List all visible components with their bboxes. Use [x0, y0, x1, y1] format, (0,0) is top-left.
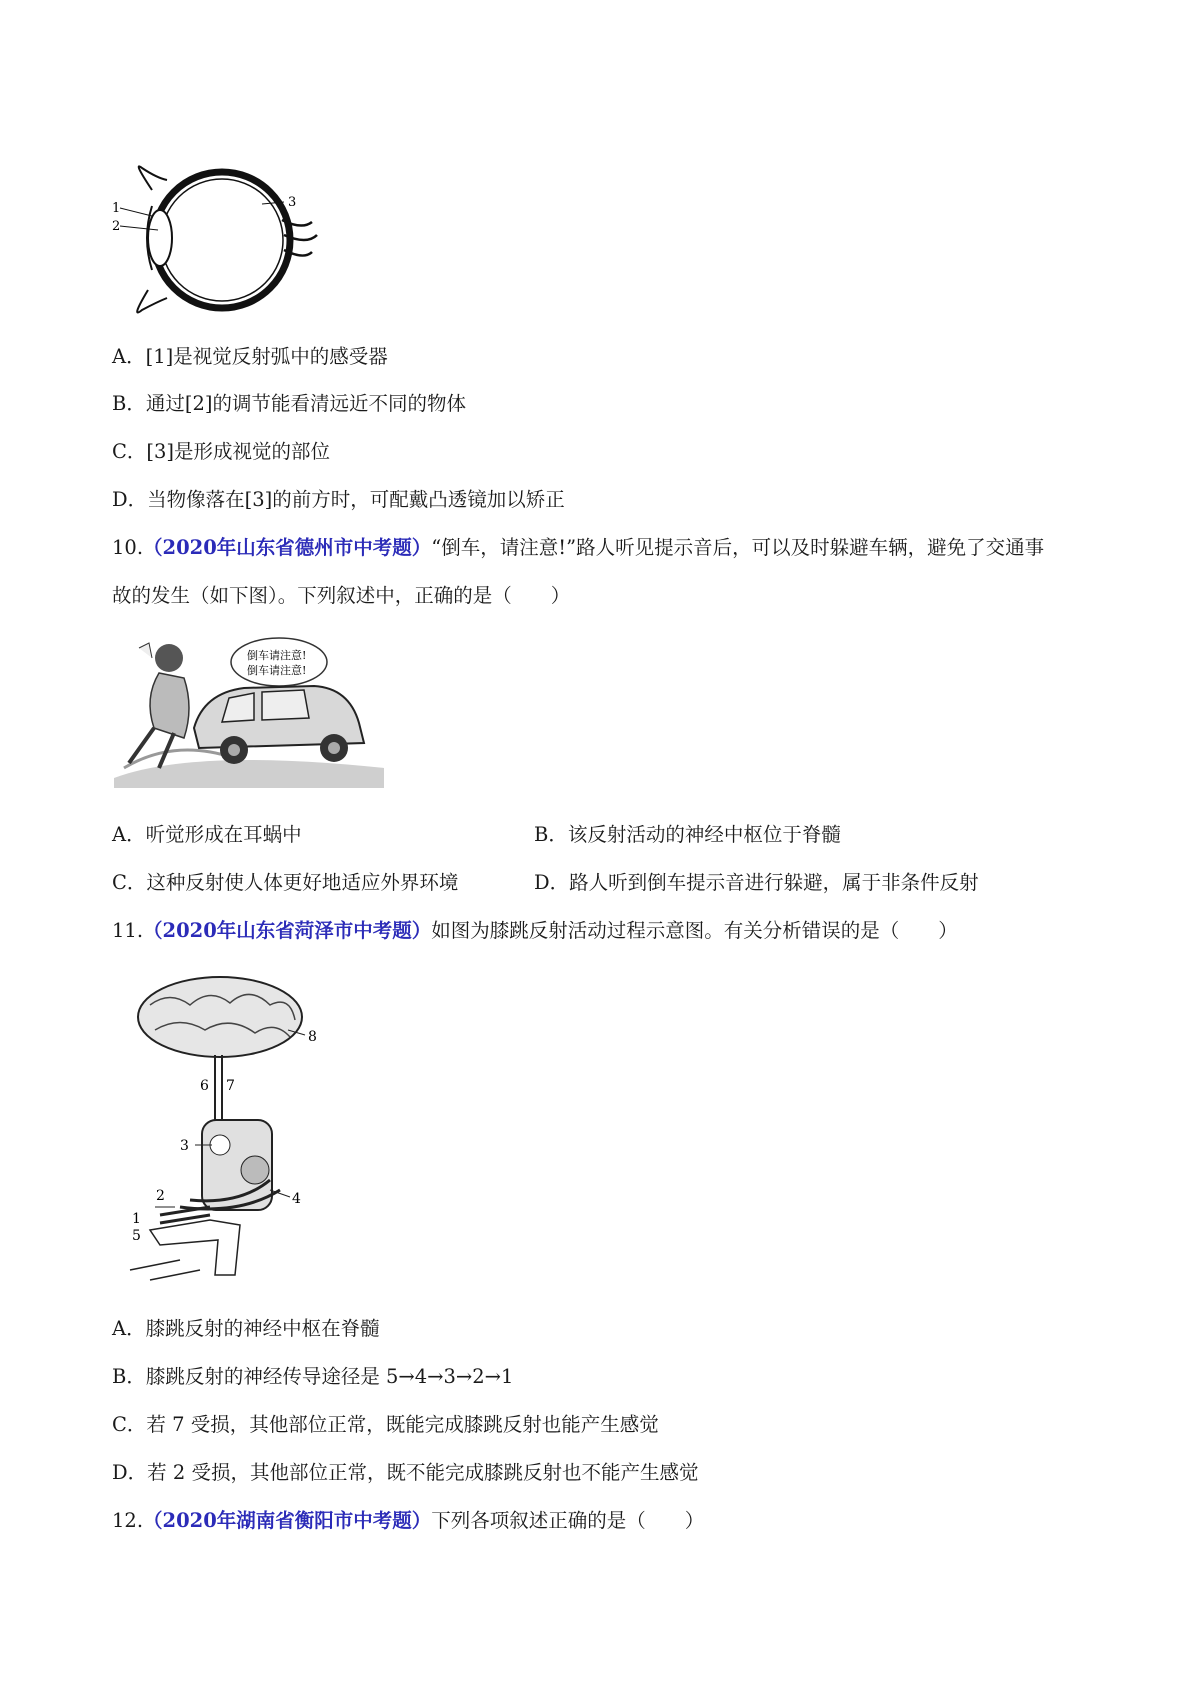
q10-number: 10.	[112, 536, 144, 559]
q10-option-c: C．这种反射使人体更好地适应外界环境	[112, 871, 459, 894]
reflex-label-3: 3	[180, 1138, 189, 1154]
eye-diagram	[112, 160, 322, 330]
q10-stem-line2: 故的发生（如下图）。下列叙述中，正确的是（ ）	[112, 584, 571, 607]
eye-label-1: 1	[112, 201, 121, 216]
q10-option-b: B．该反射活动的神经中枢位于脊髓	[534, 823, 841, 846]
q10-text-1: “倒车，请注意!”路人听见提示音后，可以及时躲避车辆，避免了交通事	[431, 536, 1045, 559]
eye-label-3: 3	[288, 195, 297, 210]
q11-number: 11.	[112, 919, 144, 942]
q11-option-c: C．若 7 受损，其他部位正常，既能完成膝跳反射也能产生感觉	[112, 1413, 659, 1436]
bubble-line-2: 倒车请注意!	[247, 664, 307, 677]
q10-option-a: A．听觉形成在耳蜗中	[112, 823, 302, 846]
q9-option-d: D．当物像落在[3]的前方时，可配戴凸透镜加以矫正	[112, 488, 565, 511]
eye-label-2: 2	[112, 219, 121, 234]
q11-option-a: A．膝跳反射的神经中枢在脊髓	[112, 1317, 380, 1340]
q11-option-b: B．膝跳反射的神经传导途径是 5→4→3→2→1	[112, 1365, 514, 1388]
q12-source: （2020年湖南省衡阳市中考题）	[143, 1509, 432, 1532]
knee-jerk-reflex-diagram	[120, 975, 340, 1285]
reflex-label-5: 5	[132, 1228, 141, 1244]
reflex-label-6: 6	[200, 1078, 209, 1094]
q9-option-a: A．[1]是视觉反射弧中的感受器	[112, 345, 388, 368]
q9-option-b: B．通过[2]的调节能看清远近不同的物体	[112, 392, 466, 415]
q11-stem	[112, 918, 958, 944]
reflex-label-2: 2	[156, 1188, 165, 1204]
q11-text: 如图为膝跳反射活动过程示意图。有关分析错误的是（ ）	[431, 919, 958, 942]
q11-option-d: D．若 2 受损，其他部位正常，既不能完成膝跳反射也不能产生感觉	[112, 1461, 699, 1484]
q12-text: 下列各项叙述正确的是（ ）	[431, 1509, 705, 1532]
reflex-label-4: 4	[292, 1191, 301, 1207]
q10-source: （2020年山东省德州市中考题）	[143, 536, 432, 559]
q10-stem-line1	[112, 535, 1044, 561]
q9-option-c: C．[3]是形成视觉的部位	[112, 440, 331, 463]
q12-stem	[112, 1508, 704, 1534]
q11-source: （2020年山东省菏泽市中考题）	[143, 919, 432, 942]
reflex-label-1: 1	[132, 1211, 141, 1227]
reflex-label-7: 7	[226, 1078, 235, 1094]
reflex-label-8: 8	[308, 1029, 317, 1045]
car-reversing-figure	[114, 628, 384, 788]
q10-option-d: D．路人听到倒车提示音进行躲避，属于非条件反射	[534, 871, 979, 894]
bubble-line-1: 倒车请注意!	[247, 649, 307, 662]
q12-number: 12.	[112, 1509, 144, 1532]
